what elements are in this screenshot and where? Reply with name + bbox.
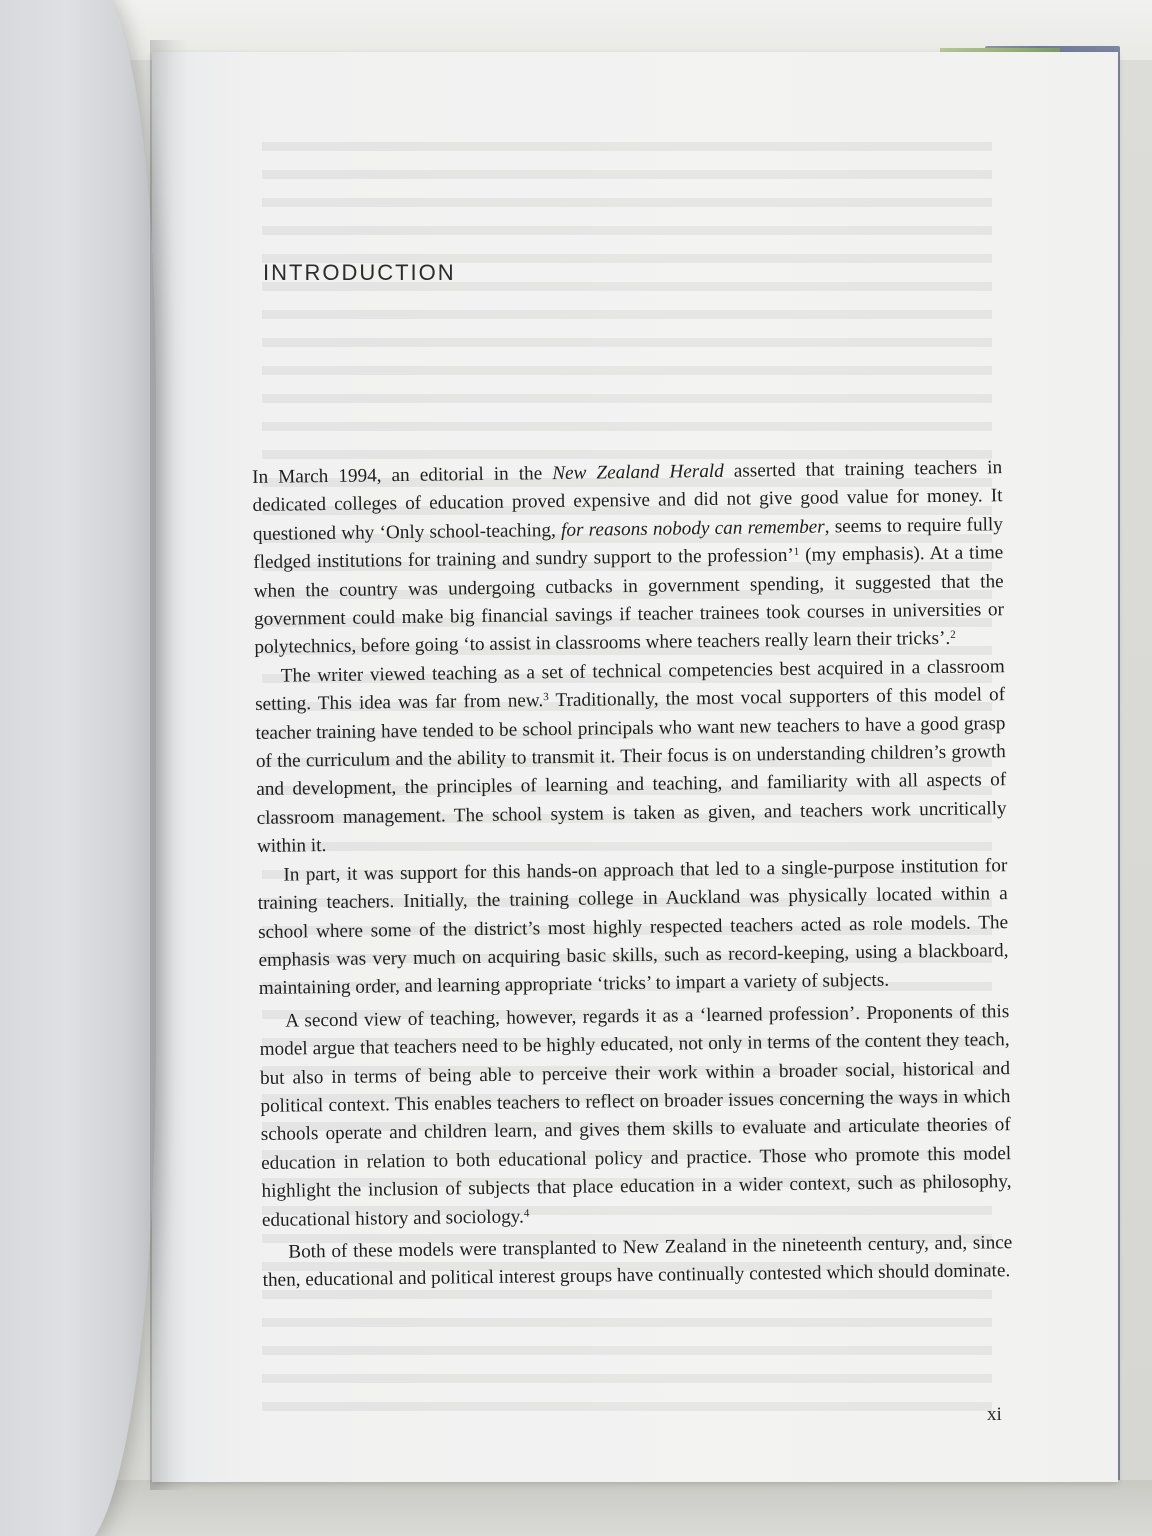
footnote-marker: 4 <box>523 1206 530 1220</box>
emphasis: for reasons nobody can remember <box>560 516 825 541</box>
footnote-marker: 3 <box>543 691 549 704</box>
footnote-marker: 1 <box>793 546 800 559</box>
paragraph: In part, it was support for this hands-on approach that led to a single-purpose institution for training teachers. Initially, the training college in Auckland was physically located within a school where some of the district’s most highly respected teachers acted as role models. The emphasis was very much on acquiring basic skills, such as record-keeping, using a blackboard, maintaining order, and learning appropriate ‘tricks’ to impart a variety of subjects. <box>257 854 1009 1000</box>
footnote-marker: 2 <box>950 629 956 642</box>
gutter-shadow <box>150 40 190 1490</box>
facing-page-edge <box>0 0 156 1536</box>
chapter-heading: INTRODUCTION <box>263 260 456 285</box>
book-page <box>152 52 1118 1482</box>
newspaper-title: New Zealand Herald <box>552 460 724 485</box>
paragraph: In March 1994, an editorial in the New Zealand Herald asserted that training teachers in dedicated colleges of education proved expensive and did not give good value for money. It questioned why ‘Only school-teaching, for reasons nobody can remember, seems to require fully fledged institutions for training and sundry support to the profession’$^1$ (my emphasis). At a time when the country was undergoing cutbacks in government spending, it suggested that the government could make big financial savings if teacher trainees took courses in universities or polytechnics, before going ‘to assist in classrooms where teachers really learn their tricks’.$^2$ <box>252 457 1005 659</box>
body-text <box>252 454 1013 1296</box>
paragraph: A second view of teaching, however, regards it as a ‘learned profession’. Proponents of this model argue that teachers need to be highly educated, not only in terms of the content they teach, but also in terms of being able to perceive their work within a broader social, historical and political context. This enables teachers to reflect on broader issues concerning the ways in which schools operate and children learn, and gives them skills to evaluate and articulate theories of education in relation to both educational policy and practice. Those who promote this model highlight the inclusion of subjects that place education in a wider context, such as philosophy, educational history and sociology.$^4$ <box>259 1000 1012 1231</box>
page-number: xi <box>987 1404 1002 1425</box>
paragraph: The writer viewed teaching as a set of technical competencies best acquired in a classroom setting. This idea was far from new.$^3$ Traditionally, the most vocal supporters of this model of teacher training have tended to be school principals who want new teachers to have a good grasp of the curriculum and the ability to transmit it. Their focus is on understanding children’s growth and development, the principles of learning and teaching, and familiarity with all aspects of classroom management. The school system is taken as given, and teachers work uncritically within it. <box>255 656 1007 858</box>
paragraph: Both of these models were transplanted to New Zealand in the nineteenth century, and, since then, educational and political interest groups have continually contested which should dominate. <box>262 1232 1013 1292</box>
